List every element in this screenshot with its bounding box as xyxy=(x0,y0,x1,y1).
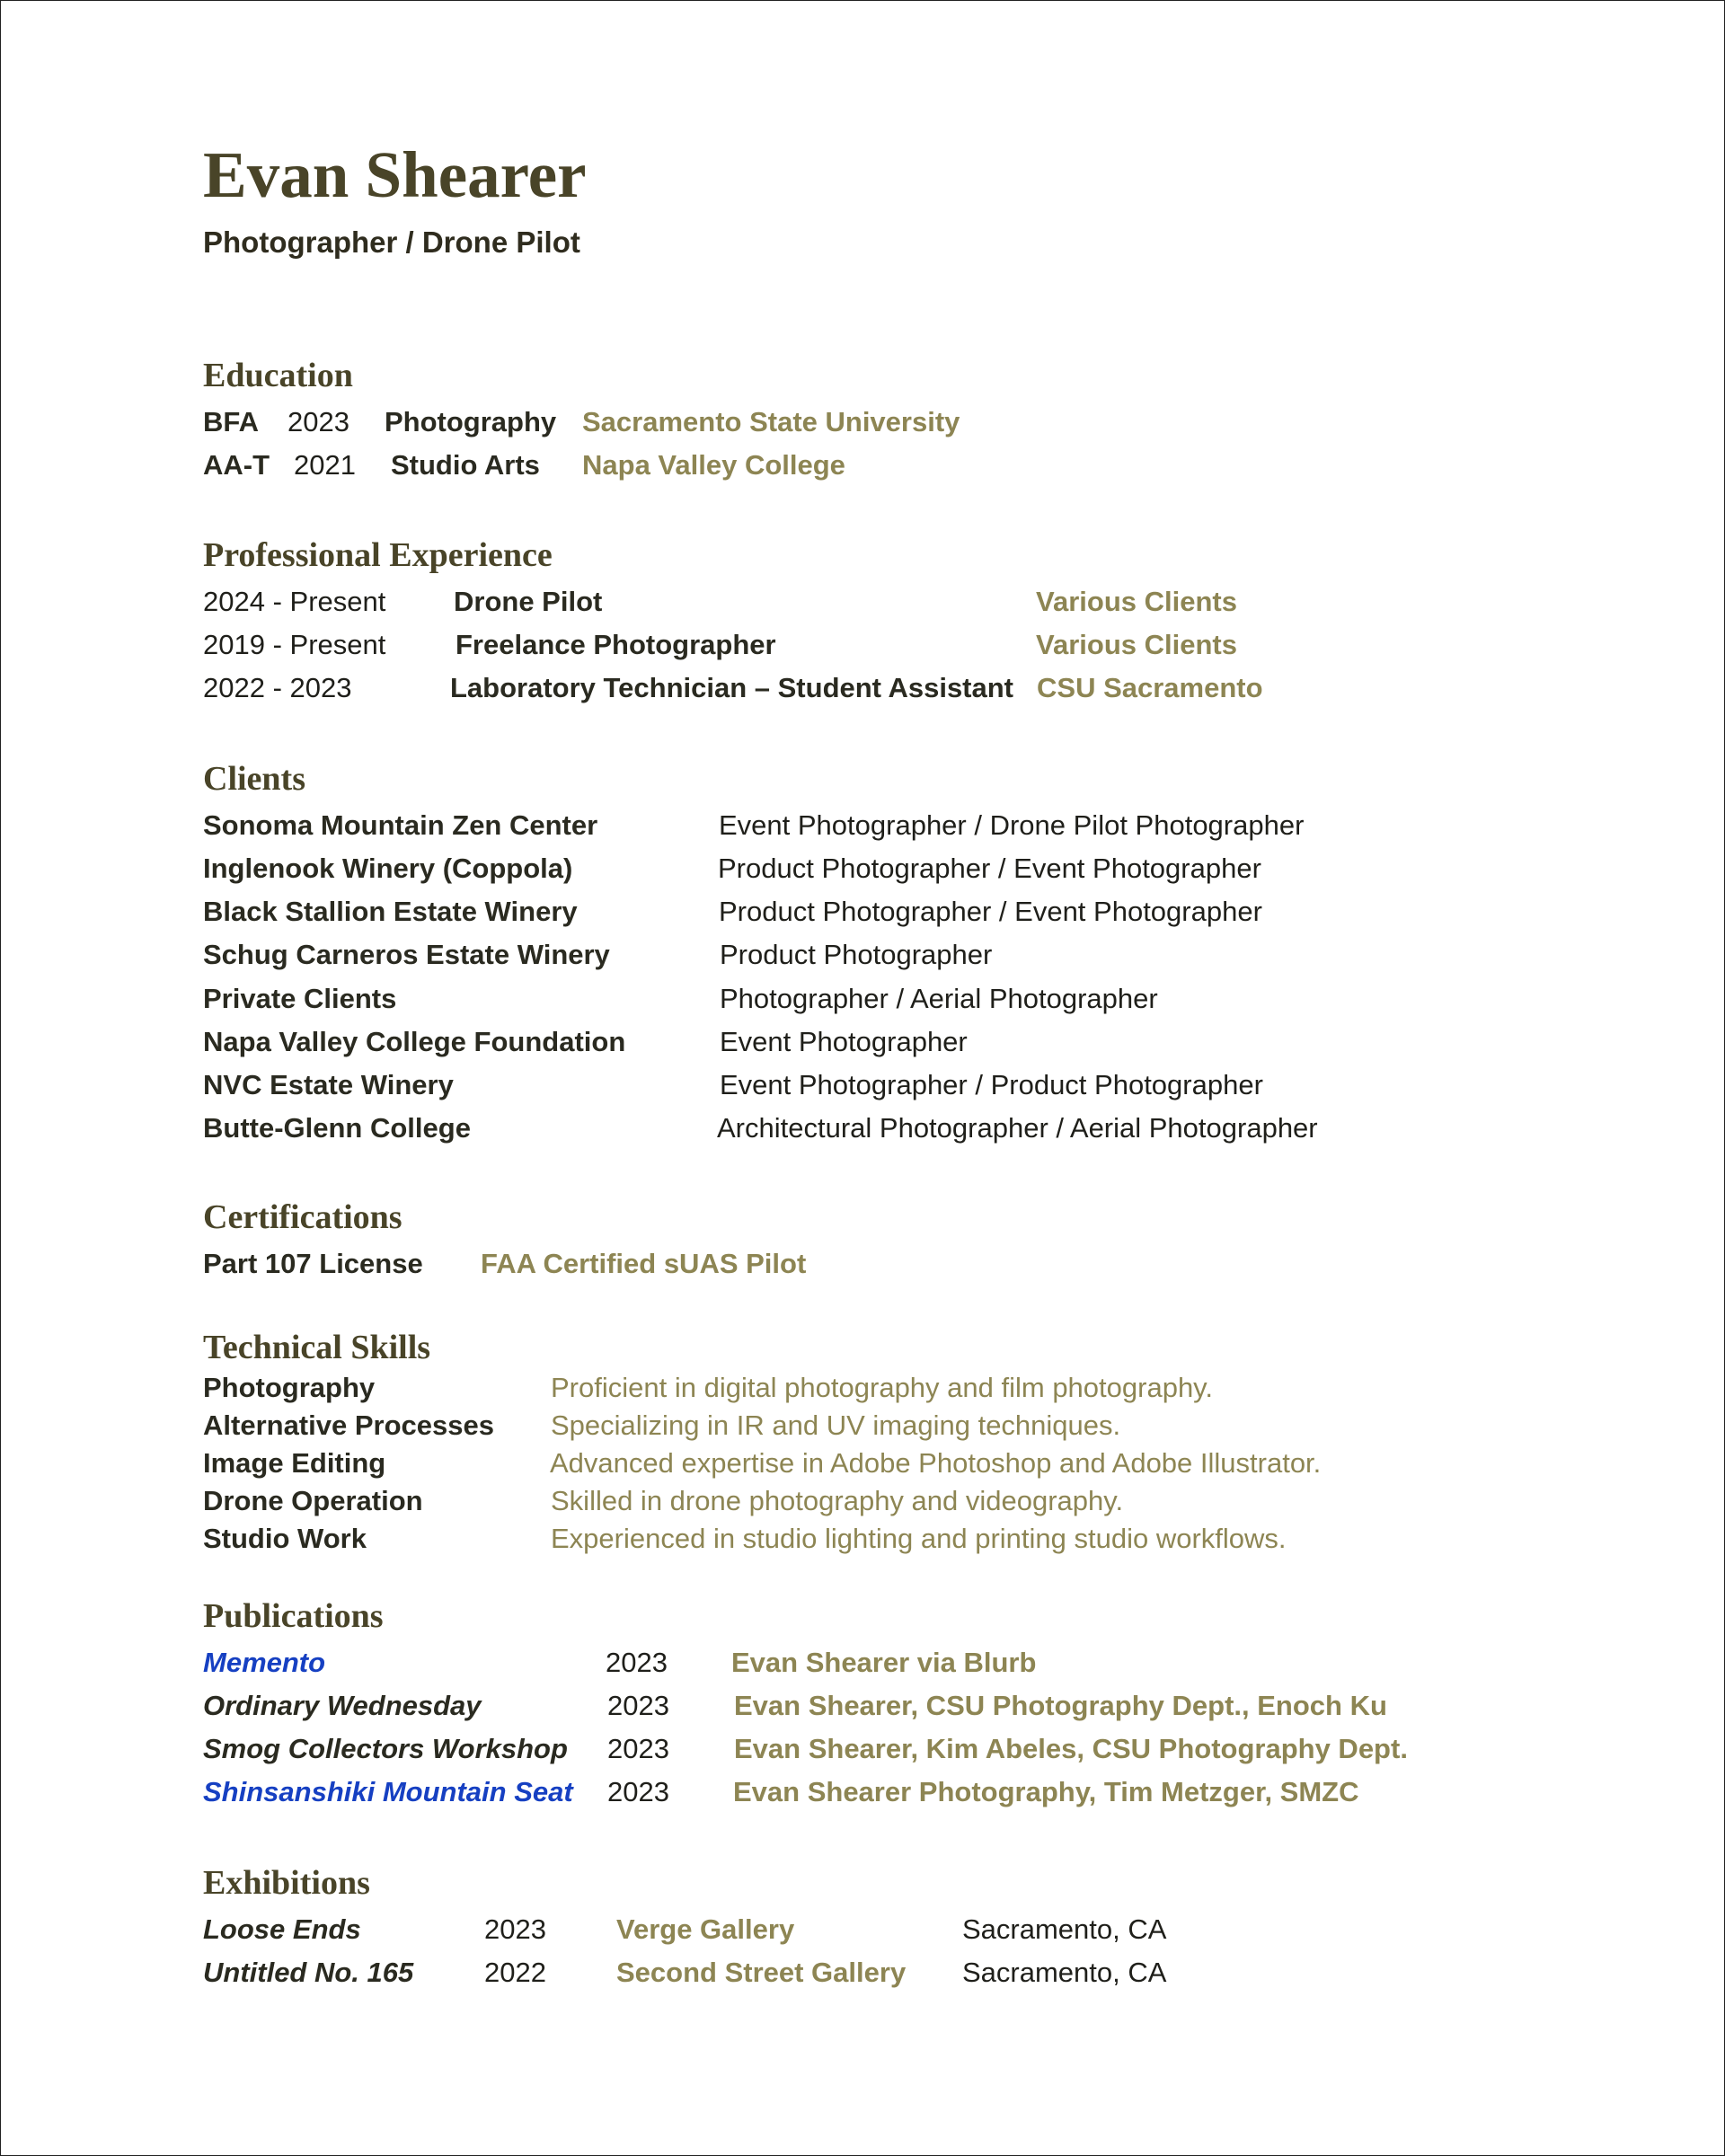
publication-row xyxy=(0,1686,1725,1726)
client-role: Event Photographer / Product Photographer xyxy=(720,1069,1263,1100)
education-field: Studio Arts xyxy=(391,449,540,481)
client-name: Inglenook Winery (Coppola) xyxy=(203,853,573,884)
publication-year: 2023 xyxy=(607,1733,669,1764)
client-row xyxy=(0,1065,1725,1105)
client-role: Product Photographer / Event Photographer xyxy=(718,853,1261,884)
publication-row xyxy=(0,1772,1725,1812)
education-row xyxy=(0,402,1725,442)
exhibition-venue: Second Street Gallery xyxy=(616,1957,907,1988)
exhibition-venue: Verge Gallery xyxy=(616,1913,795,1945)
skill-row xyxy=(0,1519,1725,1559)
experience-dates: 2024 - Present xyxy=(203,586,386,617)
publication-title-link[interactable]: Shinsanshiki Mountain Seat xyxy=(203,1776,573,1807)
education-school: Sacramento State University xyxy=(582,406,960,437)
client-role: Architectural Photographer / Aerial Photographer xyxy=(717,1112,1318,1144)
certification-row xyxy=(0,1244,1725,1284)
education-year: 2023 xyxy=(288,406,349,437)
client-row xyxy=(0,935,1725,975)
client-role: Event Photographer xyxy=(720,1026,968,1057)
publication-row xyxy=(0,1643,1725,1683)
publications-heading: Publications xyxy=(203,1597,384,1635)
skill-name: Studio Work xyxy=(203,1523,367,1554)
skills-heading: Technical Skills xyxy=(203,1329,431,1366)
education-year: 2021 xyxy=(294,449,356,481)
publication-title: Ordinary Wednesday xyxy=(203,1690,482,1721)
experience-row xyxy=(0,668,1725,708)
certification-name: Part 107 License xyxy=(203,1248,423,1279)
client-name: Sonoma Mountain Zen Center xyxy=(203,809,598,841)
experience-role: Laboratory Technician – Student Assistant xyxy=(450,672,1014,703)
exhibition-title: Untitled No. 165 xyxy=(203,1957,414,1988)
client-row xyxy=(0,806,1725,845)
client-name: Napa Valley College Foundation xyxy=(203,1026,626,1057)
exhibitions-heading: Exhibitions xyxy=(203,1864,370,1902)
exhibition-row xyxy=(0,1953,1725,1993)
skill-detail: Specializing in IR and UV imaging techniques. xyxy=(551,1409,1121,1441)
experience-dates: 2022 - 2023 xyxy=(203,672,352,703)
publication-year: 2023 xyxy=(607,1776,669,1807)
publication-credits: Evan Shearer, CSU Photography Dept., Enoch Ku xyxy=(734,1690,1387,1721)
education-heading: Education xyxy=(203,357,353,394)
certifications-heading: Certifications xyxy=(203,1198,402,1236)
exhibition-year: 2023 xyxy=(484,1913,546,1945)
education-degree: BFA xyxy=(203,406,259,437)
education-field: Photography xyxy=(385,406,557,437)
experience-role: Freelance Photographer xyxy=(456,629,776,660)
exhibition-year: 2022 xyxy=(484,1957,546,1988)
skill-name: Alternative Processes xyxy=(203,1409,494,1441)
client-name: Schug Carneros Estate Winery xyxy=(203,939,610,970)
skill-name: Photography xyxy=(203,1372,376,1403)
client-row xyxy=(0,892,1725,932)
clients-heading: Clients xyxy=(203,760,305,798)
skill-row xyxy=(0,1368,1725,1408)
exhibition-location: Sacramento, CA xyxy=(962,1913,1167,1945)
skill-row xyxy=(0,1444,1725,1483)
experience-row xyxy=(0,625,1725,665)
skill-row xyxy=(0,1481,1725,1521)
publication-credits: Evan Shearer, Kim Abeles, CSU Photography Dept. xyxy=(734,1733,1408,1764)
exhibition-title: Loose Ends xyxy=(203,1913,361,1945)
client-row xyxy=(0,1022,1725,1062)
client-name: Butte-Glenn College xyxy=(203,1112,471,1144)
skill-detail: Skilled in drone photography and videography. xyxy=(551,1485,1124,1516)
skill-name: Image Editing xyxy=(203,1447,386,1479)
client-row xyxy=(0,1109,1725,1148)
client-name: NVC Estate Winery xyxy=(203,1069,454,1100)
resume-name: Evan Shearer xyxy=(203,138,587,211)
publication-credits: Evan Shearer via Blurb xyxy=(731,1647,1037,1678)
exhibition-location: Sacramento, CA xyxy=(962,1957,1167,1988)
skill-detail: Proficient in digital photography and film photography. xyxy=(551,1372,1213,1403)
experience-org: Various Clients xyxy=(1036,586,1237,617)
publication-credits: Evan Shearer Photography, Tim Metzger, SMZC xyxy=(733,1776,1359,1807)
client-role: Event Photographer / Drone Pilot Photographer xyxy=(719,809,1305,841)
client-row xyxy=(0,979,1725,1019)
client-name: Private Clients xyxy=(203,983,397,1014)
experience-org: Various Clients xyxy=(1036,629,1237,660)
certification-detail: FAA Certified sUAS Pilot xyxy=(481,1248,807,1279)
experience-org: CSU Sacramento xyxy=(1037,672,1263,703)
client-role: Photographer / Aerial Photographer xyxy=(720,983,1158,1014)
experience-dates: 2019 - Present xyxy=(203,629,386,660)
education-row xyxy=(0,446,1725,485)
skill-detail: Advanced expertise in Adobe Photoshop and Adobe Illustrator. xyxy=(550,1447,1322,1479)
publication-year: 2023 xyxy=(606,1647,668,1678)
experience-role: Drone Pilot xyxy=(454,586,603,617)
client-row xyxy=(0,849,1725,888)
publication-title-link[interactable]: Memento xyxy=(203,1647,326,1678)
publication-row xyxy=(0,1729,1725,1769)
experience-heading: Professional Experience xyxy=(203,536,553,574)
skill-detail: Experienced in studio lighting and printing studio workflows. xyxy=(551,1523,1287,1554)
client-role: Product Photographer / Event Photographer xyxy=(719,896,1262,927)
client-role: Product Photographer xyxy=(720,939,993,970)
experience-row xyxy=(0,582,1725,622)
publication-year: 2023 xyxy=(607,1690,669,1721)
skill-row xyxy=(0,1406,1725,1445)
exhibition-row xyxy=(0,1910,1725,1949)
publication-title: Smog Collectors Workshop xyxy=(203,1733,568,1764)
client-name: Black Stallion Estate Winery xyxy=(203,896,578,927)
skill-name: Drone Operation xyxy=(203,1485,423,1516)
education-degree: AA-T xyxy=(203,449,270,481)
education-school: Napa Valley College xyxy=(582,449,845,481)
resume-subtitle: Photographer / Drone Pilot xyxy=(203,225,580,259)
